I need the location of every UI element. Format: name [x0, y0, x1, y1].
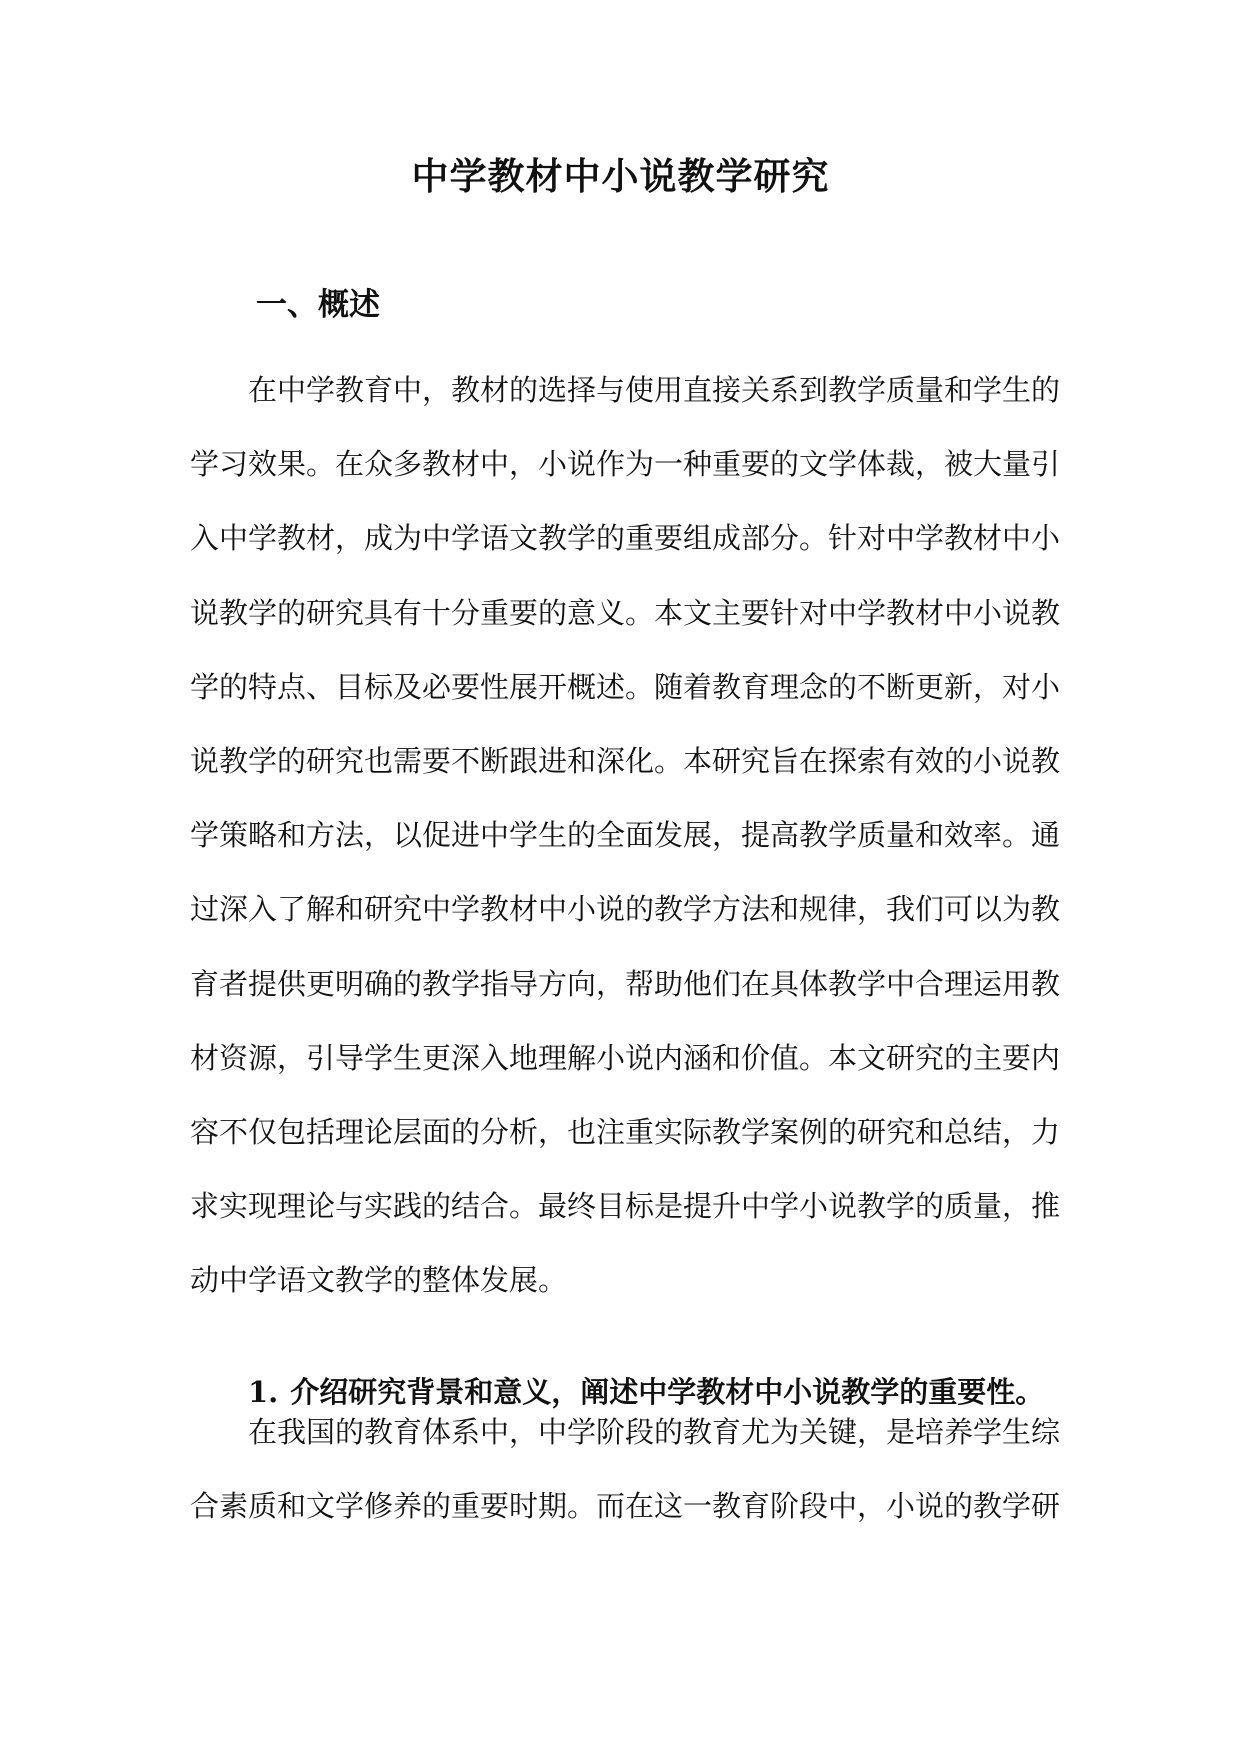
- document-title: 中学教材中小说教学研究: [411, 154, 830, 198]
- section-heading: 一、概述: [256, 287, 380, 323]
- subsection-paragraph: 在我国的教育体系中，中学阶段的教育尤为关键，是培养学生综合素质和文学修养的重要时期。而在这一教育阶段中，小说的教学研: [190, 1415, 1061, 1524]
- subsection-heading-text: 介绍研究背景和意义，阐述中学教材中小说教学的重要性。: [290, 1375, 1045, 1409]
- subsection-number: 1.: [248, 1375, 279, 1409]
- section-paragraph: 在中学教育中，教材的选择与使用直接关系到教学质量和学生的学习效果。在众多教材中，小说作为一种重要的文学体裁，被大量引入中学教材，成为中学语文教学的重要组成部分。针对中学教材中小说教学的研究具有十分重要的意义。本文主要针对中学教材中小说教学的特点、目标及必要性展开概述。随着教育理念的不断更新，对小说教学的研究也需要不断跟进和深化。本研究旨在探索有效的小说教学策略和方法，以促进中学生的全面发展，提高教学质量和效率。通过深入了解和研究中学教材中小说的教学方法和规律，我们可以为教育者提供更明确的教学指导方向，帮助他们在具体教学中合理运用教材资源，引导学生更深入地理解小说内涵和价值。本文研究的主要内容不仅包括理论层面的分析，也注重实际教学案例的研究和总结，力求实现理论与实践的结合。最终目标是提升中学小说教学的质量，推动中学语文教学的整体发展。: [190, 373, 1061, 1298]
